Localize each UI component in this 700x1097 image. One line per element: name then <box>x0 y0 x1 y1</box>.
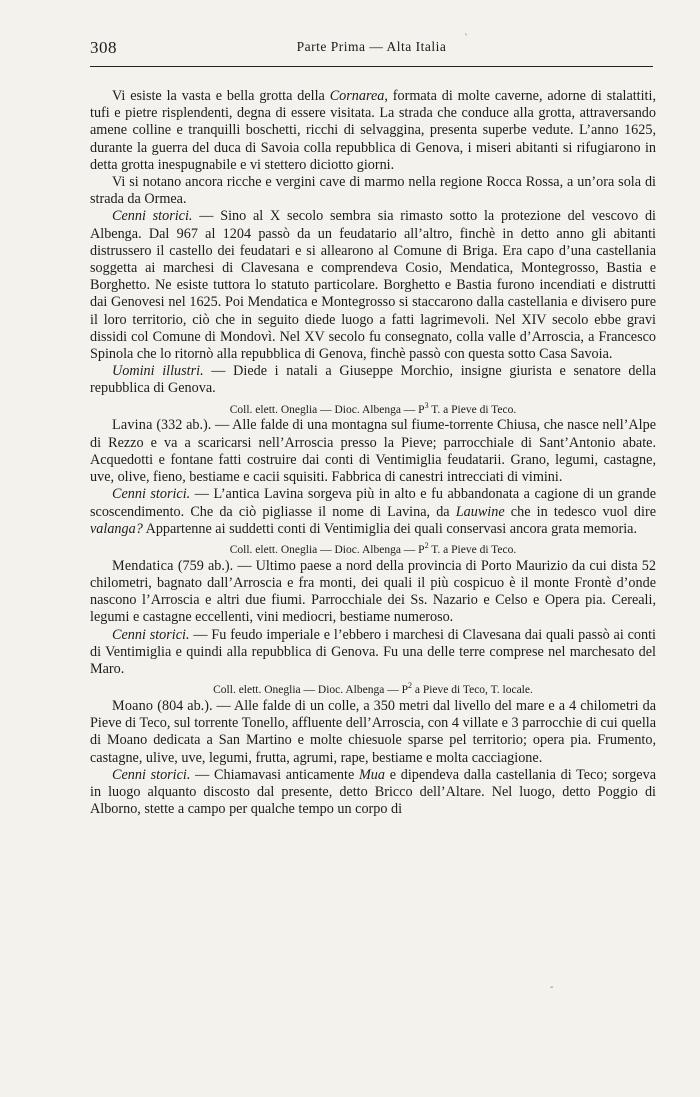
section-label: Uomini illustri. <box>112 363 204 380</box>
paragraph-marble: Vi si notano ancora ricche e vergini cave di marmo nella regione Rocca Rossa, a un’ora sola di strada da Ormea. <box>90 174 656 208</box>
entry-mendatica: Mendatica (759 ab.). — Ultimo paese a nord della provincia di Porto Maurizio da cui dista 52 chilometri, bagnato dall’Arroscia e fra monti, dei quali il più cospicuo è il monte Frontè d’onde nascono l’Arroscia e altri due fiumi. Parrocchiale dei Ss. Nazario e Celso e Opera pia. Cereali, legumi e castagne eccellenti, vini mediocri, bestiame numeroso. <box>90 557 656 626</box>
paragraph-ormea-history: Cenni storici. — Sino al X secolo sembra sia rimasto sotto la protezione del vescovo di Albenga. Dal 967 al 1204 passò da un feudatario all’altro, finchè in detto anno gli abitanti distrussero il castello dei feudatari e si allearono al Comune di Briga. Era capo d’una castellania soggetta ai marchesi di Clavesana e comprendeva Cosio, Mendatica, Montegrosso, Bastia e Borghetto. Ne esiste tuttora lo statuto particolare. Borghetto e Bastia furono incendiati e distrutti dai Genovesi nel 1625. Poi Mendatica e Montegrosso si staccarono dalla castellania e divisero pure il loro territorio, ciò che in seguito diede luogo a fatti lagrimevoli. Nel XIV secolo ebbe gravi dissidi col Comune di Mondovì. Nel XV secolo fu consegnato, colla valle d’Arroscia, a Francesco Spinola che lo ritornò alla repubblica di Genova, finchè passò con questa sotto Casa Savoia. <box>90 208 656 363</box>
section-label: Cenni storici. <box>112 208 193 225</box>
paragraph-mendatica-history: Cenni storici. — Fu feudo imperiale e l’ebbero i marchesi di Clavesana dai quali passò ai conti di Ventimiglia e quindi alla repubblica di Genova. Fu una delle terre comprese nel marchesato del Maro. <box>90 626 656 677</box>
running-title: Parte Prima — Alta Italia <box>296 39 447 54</box>
entry-name: Lavina <box>112 417 153 434</box>
page-number: 308 <box>90 38 117 57</box>
entry-name: Mendatica <box>112 557 174 574</box>
print-speck: - <box>550 982 554 993</box>
paragraph-lavina-history: Cenni storici. — L’antica Lavina sorgeva più in alto e fu abbandonata a cagione di un grande scoscendimento. Che da ciò pigliasse il nome di Lavina, da Lauwine che in tedesco vuol dire valanga? Appartenne ai suddetti conti di Ventimiglia dei quali conservasi ancora grata memoria. <box>90 486 656 537</box>
page-header <box>90 36 653 67</box>
admin-line-lavina: Coll. elett. Oneglia — Dioc. Albenga — $P^2$ T. a Pieve di Teco. <box>229 540 517 556</box>
page-body <box>90 88 656 818</box>
section-label: Cenni storici. <box>112 626 190 643</box>
entry-name: Moano <box>112 697 154 714</box>
grotto-name: Cornarea <box>329 88 385 104</box>
print-speck: ˋ <box>464 34 469 45</box>
paragraph-moano-history: Cenni storici. — Chiamavasi anticamente Mua e dipendeva dalla castellania di Teco; sorgeva in luogo alquanto discosto dal presente, detto Bricco dell’Altare. Nel luogo, detto Poggio di Alborno, stette a campo per qualche tempo un corpo di <box>90 766 656 818</box>
admin-line-mendatica: Coll. elett. Oneglia — Dioc. Albenga — $P^2$ a Pieve di Teco, T. locale. <box>213 681 533 696</box>
entry-lavina: Lavina (332 ab.). — Alle falde di una montagna sul fiume-torrente Chiusa, che nasce nell’Alpe di Rezzo e va a scaricarsi nell’Arroscia presso la Pieve; parrocchiale di Sant’Antonio abate. Acquedotti e fontane fatti costruire dai conti di Ventimiglia feudatarii. Grano, legumi, castagne, uve, olive, fieno, bestiame e cacii squisiti. Fabbrica di canestri intrecciati di vimini. <box>90 417 656 486</box>
paragraph-notable-people: Uomini illustri. — Diede i natali a Giuseppe Morchio, insigne giurista e senatore della repubblica di Genova. <box>90 363 656 397</box>
section-label: Cenni storici. <box>112 766 191 783</box>
entry-moano: Moano (804 ab.). — Alle falde di un colle, a 350 metri dal livello del mare e a 4 chilometri da Pieve di Teco, sul torrente Tonello, affluente dell’Arroscia, con 4 villate e 3 parrocchie di cui quella di Moano dedicata a San Martino e molte chiesuole sparse pel territorio; opera pia. Frumento, castagne, ulive, uve, legumi, frutta, agrumi, rape, bestiame e molta cacciagione. <box>90 697 656 766</box>
section-label: Cenni storici. <box>112 486 191 503</box>
paragraph-grotto: Vi esiste la vasta e bella grotta della Cornarea, formata di molte caverne, adorne di stalattiti, tufi e pietre risplendenti, degna di essere visitata. La strada che conduce alla grotta, attraversando amene colline e tranquilli boschetti, ricchi di selvaggina, presenta superbe vedute. L’anno 1625, durante la guerra del duca di Savoia colla repubblica di Genova, i miseri abitanti si rifugiarono in detta grotta inespugnabile e vi stettero diciotto giorni. <box>90 88 656 173</box>
admin-line-ormea: Coll. elett. Oneglia — Dioc. Albenga — $P^3$ T. a Pieve di Teco. <box>229 400 517 416</box>
